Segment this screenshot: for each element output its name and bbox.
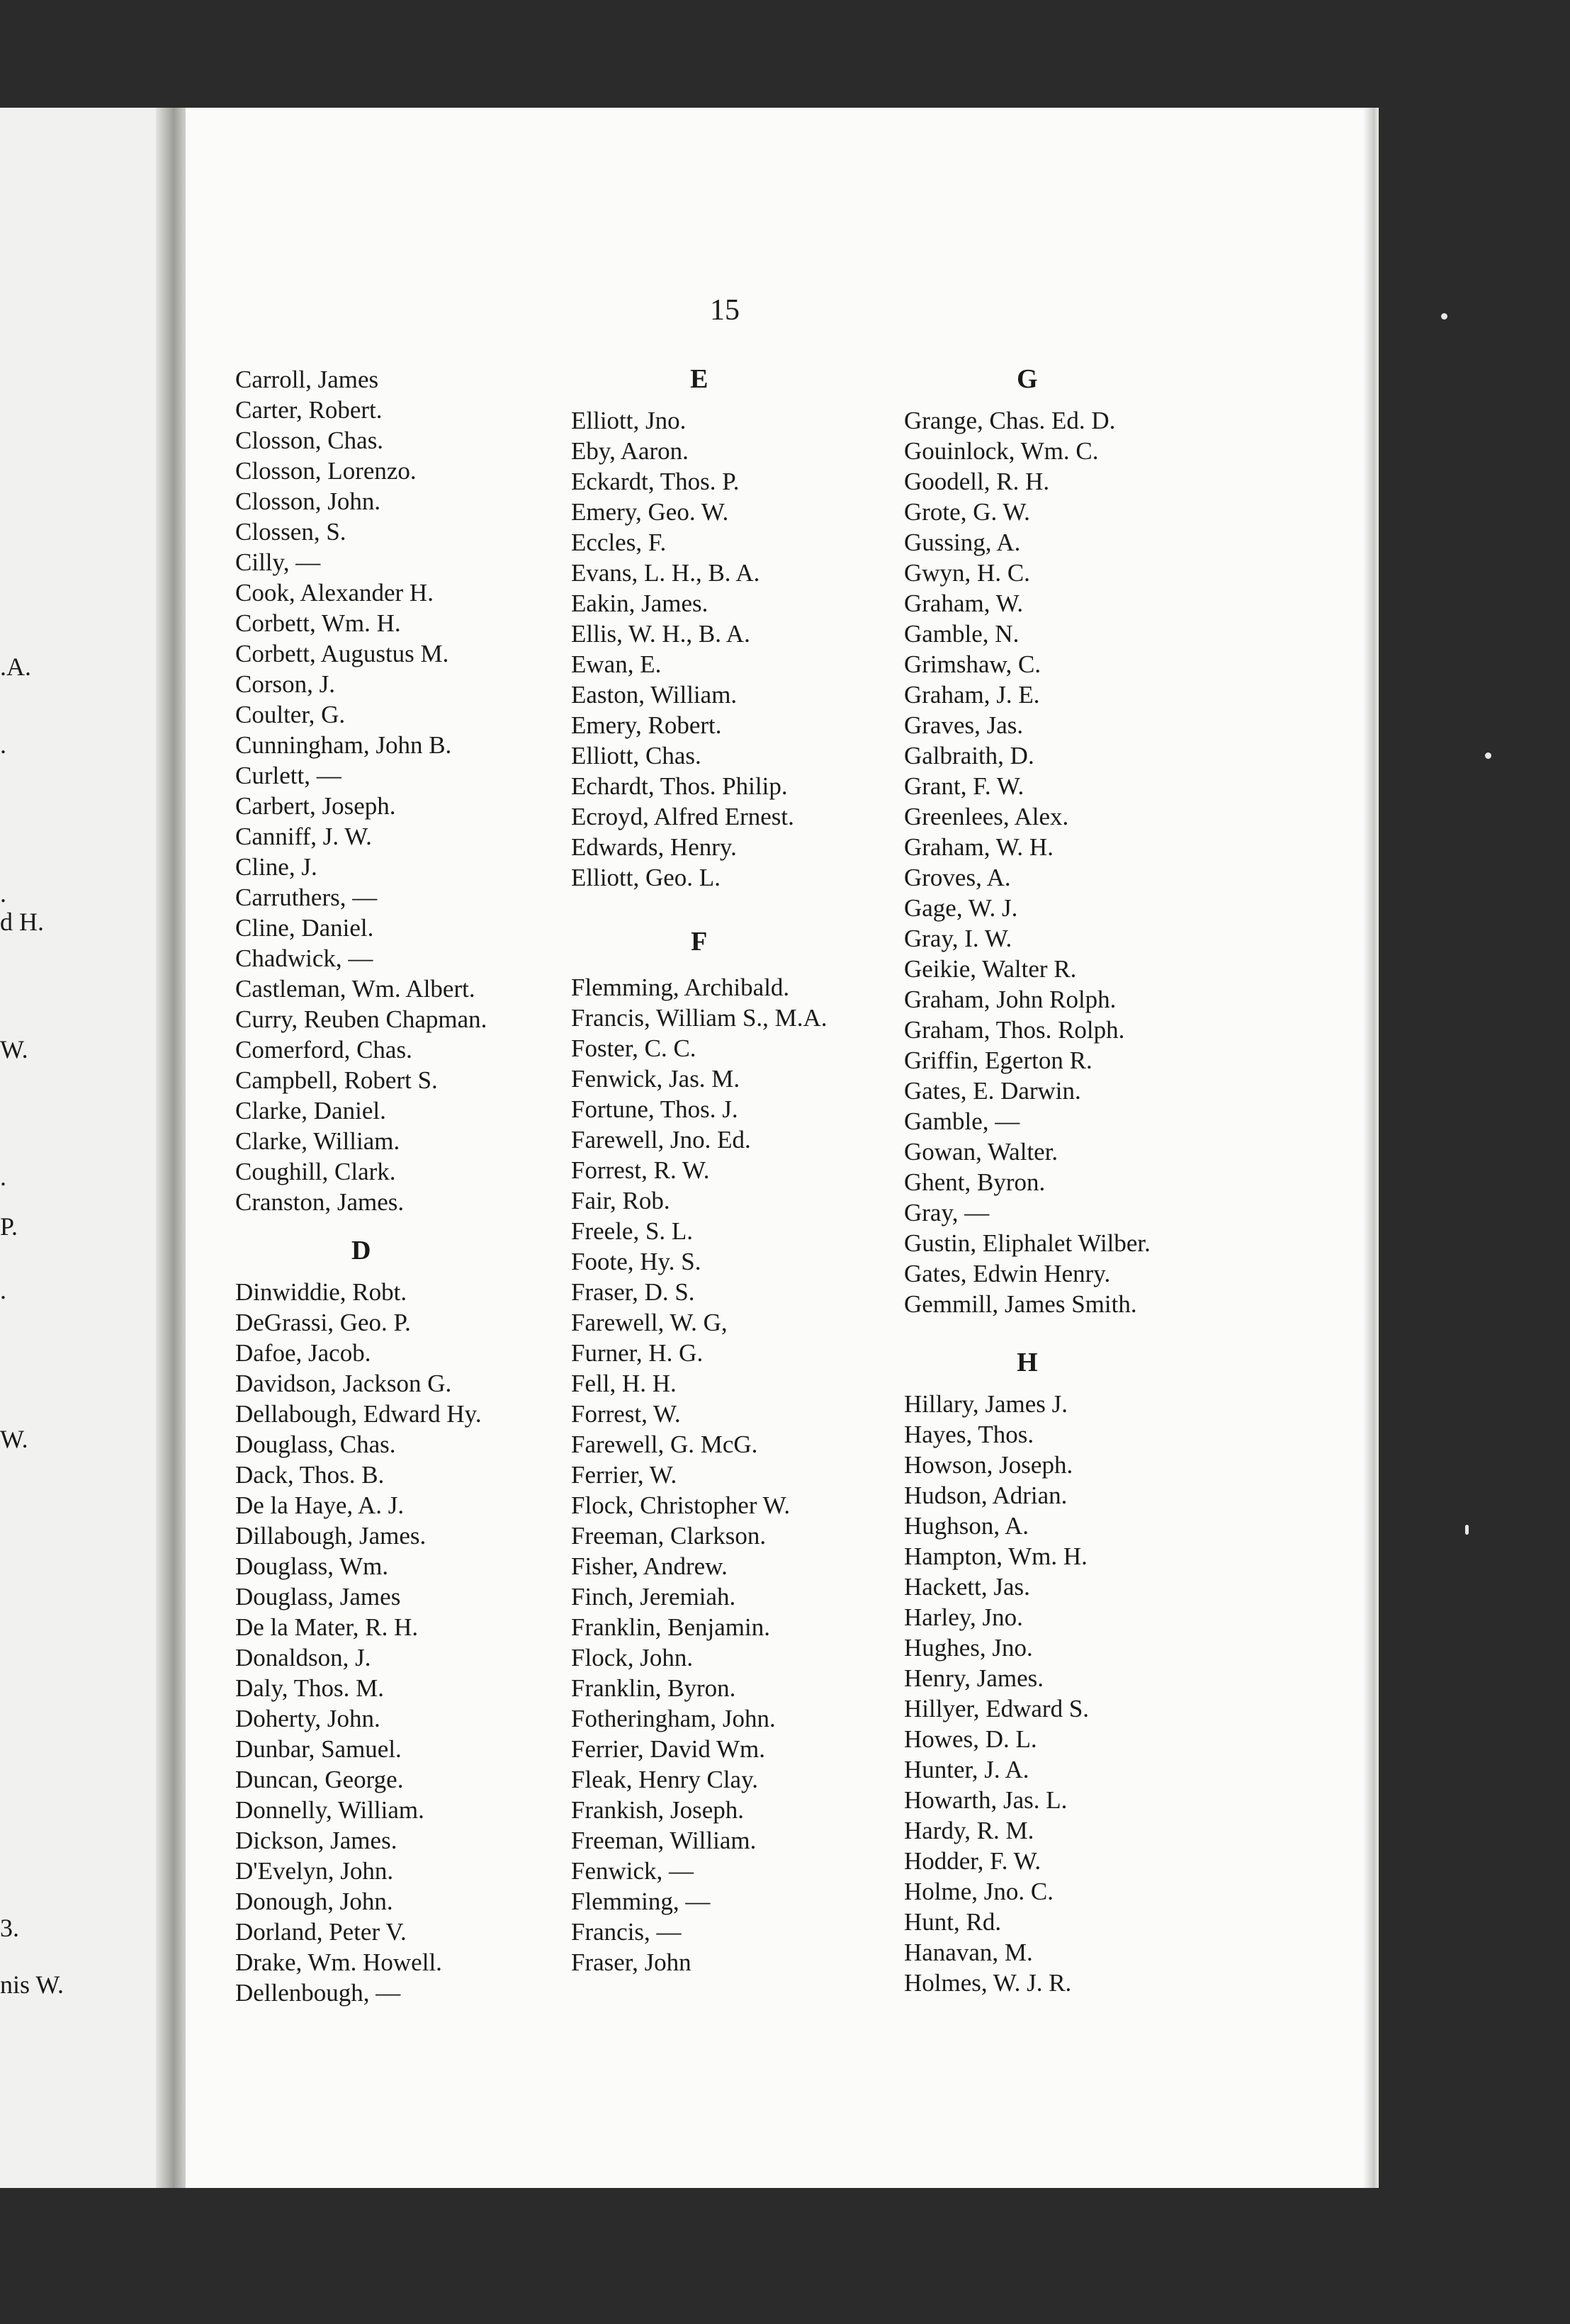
directory-entry: Gage, W. J. — [904, 894, 1018, 922]
directory-entry: Hanavan, M. — [904, 1939, 1033, 1966]
dust-speck — [1441, 313, 1447, 320]
directory-entry: Davidson, Jackson G. — [235, 1370, 452, 1397]
name-list — [235, 364, 487, 1217]
directory-entry: Fisher, Andrew. — [571, 1552, 728, 1580]
directory-entry: Ferrier, David Wm. — [571, 1735, 765, 1763]
directory-page — [186, 108, 1379, 2188]
directory-entry: Dafoe, Jacob. — [235, 1339, 371, 1367]
directory-entry: Dinwiddie, Robt. — [235, 1278, 407, 1306]
directory-entry: Echardt, Thos. Philip. — [571, 772, 788, 800]
directory-entry: Gowan, Walter. — [904, 1138, 1058, 1166]
directory-entry: Fenwick, Jas. M. — [571, 1065, 740, 1093]
directory-entry: Clarke, Daniel. — [235, 1097, 386, 1124]
directory-entry: Drake, Wm. Howell. — [235, 1948, 442, 1976]
directory-entry: Cline, J. — [235, 853, 317, 881]
directory-entry: Dillabough, James. — [235, 1522, 427, 1550]
directory-entry: Freele, S. L. — [571, 1217, 694, 1245]
name-list — [571, 405, 828, 893]
directory-entry: Geikie, Walter R. — [904, 955, 1077, 983]
directory-entry: Fair, Rob. — [571, 1187, 670, 1214]
directory-entry: Fenwick, — — [571, 1857, 694, 1885]
directory-entry: Groves, A. — [904, 864, 1011, 891]
directory-entry: Grote, G. W. — [904, 498, 1030, 526]
directory-entry: Duncan, George. — [235, 1766, 404, 1793]
directory-entry: De la Haye, A. J. — [235, 1491, 405, 1519]
directory-entry: Farewell, Jno. Ed. — [571, 1126, 751, 1153]
directory-entry: Finch, Jeremiah. — [571, 1583, 736, 1611]
directory-entry: Douglass, James — [235, 1583, 401, 1611]
directory-entry: Cook, Alexander H. — [235, 579, 434, 607]
directory-entry: Forrest, W. — [571, 1400, 681, 1428]
directory-entry: Eccles, F. — [571, 529, 667, 556]
directory-entry: Howes, D. L. — [904, 1725, 1037, 1753]
directory-entry: Donough, John. — [235, 1888, 393, 1915]
directory-entry: Cilly, — — [235, 548, 321, 576]
directory-entry: Forrest, R. W. — [571, 1156, 710, 1184]
directory-entry: Gates, E. Darwin. — [904, 1077, 1081, 1105]
directory-entry: Grant, F. W. — [904, 772, 1024, 800]
directory-entry: Hunter, J. A. — [904, 1756, 1029, 1783]
directory-entry: Grange, Chas. Ed. D. — [904, 407, 1116, 434]
directory-entry: Henry, James. — [904, 1664, 1044, 1692]
directory-entry: Flemming, Archibald. — [571, 974, 790, 1001]
directory-entry: Daly, Thos. M. — [235, 1674, 384, 1702]
directory-entry: Gussing, A. — [904, 529, 1021, 556]
facing-page-fragment: d H. — [0, 908, 44, 936]
facing-page-fragment: . — [0, 1163, 6, 1191]
directory-entry: Corbett, Wm. H. — [235, 609, 401, 637]
directory-entry: Hayes, Thos. — [904, 1421, 1034, 1448]
facing-page-fragment: .A. — [0, 653, 31, 681]
directory-entry: Hudson, Adrian. — [904, 1482, 1068, 1509]
directory-entry: Closson, Lorenzo. — [235, 457, 417, 485]
directory-entry: Freeman, William. — [571, 1827, 757, 1854]
directory-entry: Ewan, E. — [571, 650, 662, 678]
facing-page-fragment: P. — [0, 1212, 18, 1241]
directory-entry: Grimshaw, C. — [904, 650, 1041, 678]
directory-entry: Carroll, James — [235, 366, 379, 393]
directory-entry: Evans, L. H., B. A. — [571, 559, 760, 587]
dust-speck — [1465, 1525, 1469, 1535]
directory-entry: Ghent, Byron. — [904, 1168, 1046, 1196]
directory-entry: Graham, J. E. — [904, 681, 1040, 709]
directory-entry: Hampton, Wm. H. — [904, 1542, 1088, 1570]
facing-page-fragment: . — [0, 879, 6, 908]
page-number: 15 — [710, 294, 740, 327]
page-fold — [156, 108, 186, 2188]
directory-entry: Cline, Daniel. — [235, 914, 374, 942]
directory-entry: Carbert, Joseph. — [235, 792, 396, 820]
directory-entry: Doherty, John. — [235, 1705, 380, 1732]
facing-page-fragment: nis W. — [0, 1970, 64, 1999]
directory-entry: Francis, — — [571, 1918, 682, 1946]
directory-entry: Coughill, Clark. — [235, 1158, 396, 1185]
directory-entry: Dellenbough, — — [235, 1979, 401, 2007]
section-letter: H — [1017, 1348, 1038, 1377]
directory-entry: Clossen, S. — [235, 518, 346, 546]
directory-entry: DeGrassi, Geo. P. — [235, 1309, 411, 1336]
directory-entry: Comerford, Chas. — [235, 1036, 412, 1064]
directory-entry: Curry, Reuben Chapman. — [235, 1005, 487, 1033]
directory-entry: Edwards, Henry. — [571, 833, 737, 861]
directory-entry: Fotheringham, John. — [571, 1705, 776, 1732]
directory-entry: Hardy, R. M. — [904, 1817, 1034, 1844]
directory-entry: Gamble, N. — [904, 620, 1020, 648]
directory-entry: Gouinlock, Wm. C. — [904, 437, 1099, 465]
directory-entry: Gwyn, H. C. — [904, 559, 1030, 587]
directory-entry: Gemmill, James Smith. — [904, 1290, 1137, 1318]
directory-entry: Fortune, Thos. J. — [571, 1095, 738, 1123]
dust-speck — [1485, 752, 1491, 759]
directory-entry: Elliott, Geo. L. — [571, 864, 721, 891]
directory-entry: Ferrier, W. — [571, 1461, 677, 1489]
directory-entry: Flemming, — — [571, 1888, 711, 1915]
facing-page-fragment: 3. — [0, 1914, 19, 1942]
section-d — [235, 1236, 487, 2008]
section-letter: D — [351, 1236, 371, 1265]
directory-entry: Donaldson, J. — [235, 1644, 371, 1671]
directory-entry: Eakin, James. — [571, 590, 708, 617]
section-letter: F — [691, 927, 708, 957]
section-f — [571, 927, 828, 1978]
section-letter: E — [690, 364, 708, 394]
section-letter: G — [1017, 364, 1038, 394]
directory-entry: Cranston, James. — [235, 1188, 405, 1216]
directory-entry: Hunt, Rd. — [904, 1908, 1002, 1936]
directory-entry: Dunbar, Samuel. — [235, 1735, 402, 1763]
directory-entry: Corson, J. — [235, 670, 335, 698]
directory-entry: Dorland, Peter V. — [235, 1918, 407, 1946]
directory-entry: Furner, H. G. — [571, 1339, 704, 1367]
directory-entry: Foote, Hy. S. — [571, 1248, 701, 1275]
directory-entry: Freeman, Clarkson. — [571, 1522, 767, 1550]
section-c — [235, 364, 487, 1217]
directory-entry: Franklin, Benjamin. — [571, 1613, 770, 1641]
directory-entry: Howson, Joseph. — [904, 1451, 1073, 1479]
directory-entry: Holme, Jno. C. — [904, 1878, 1054, 1905]
directory-entry: Douglass, Wm. — [235, 1552, 389, 1580]
directory-entry: D'Evelyn, John. — [235, 1857, 394, 1885]
directory-entry: Howarth, Jas. L. — [904, 1786, 1068, 1814]
name-list — [904, 405, 1151, 1319]
directory-entry: De la Mater, R. H. — [235, 1613, 419, 1641]
directory-entry: Hughes, Jno. — [904, 1634, 1033, 1662]
directory-entry: Campbell, Robert S. — [235, 1066, 438, 1094]
directory-entry: Easton, William. — [571, 681, 738, 709]
directory-entry: Griffin, Egerton R. — [904, 1047, 1092, 1074]
directory-entry: Fraser, John — [571, 1948, 691, 1976]
directory-entry: Gray, — — [904, 1199, 990, 1226]
section-g — [904, 364, 1151, 1319]
directory-entry: Eckardt, Thos. P. — [571, 468, 740, 495]
facing-page-fragment: W. — [0, 1035, 28, 1064]
directory-entry: Farewell, G. McG. — [571, 1431, 758, 1458]
directory-entry: Fraser, D. S. — [571, 1278, 695, 1306]
directory-entry: Elliott, Chas. — [571, 742, 701, 769]
directory-entry: Harley, Jno. — [904, 1603, 1023, 1631]
directory-entry: Canniff, J. W. — [235, 823, 372, 850]
name-list — [235, 1277, 487, 2008]
directory-entry: Dellabough, Edward Hy. — [235, 1400, 482, 1428]
directory-entry: Graham, John Rolph. — [904, 986, 1117, 1013]
facing-page-fragment: . — [0, 1276, 6, 1304]
directory-entry: Corbett, Augustus M. — [235, 640, 449, 667]
directory-entry: Ellis, W. H., B. A. — [571, 620, 750, 648]
directory-entry: Gray, I. W. — [904, 925, 1012, 952]
directory-entry: Dickson, James. — [235, 1827, 397, 1854]
directory-entry: Francis, William S., M.A. — [571, 1004, 828, 1032]
directory-entry: Emery, Robert. — [571, 711, 722, 739]
directory-entry: Gates, Edwin Henry. — [904, 1260, 1111, 1287]
directory-entry: Curlett, — — [235, 762, 341, 789]
column-e-f — [571, 364, 828, 1978]
directory-entry: Carruthers, — — [235, 884, 378, 911]
directory-entry: Flock, Christopher W. — [571, 1491, 791, 1519]
directory-entry: Fell, H. H. — [571, 1370, 677, 1397]
directory-entry: Foster, C. C. — [571, 1034, 696, 1062]
directory-entry: Gamble, — — [904, 1107, 1020, 1135]
directory-entry: Holmes, W. J. R. — [904, 1969, 1072, 1997]
page-edge — [1363, 108, 1379, 2188]
directory-entry: Graham, W. — [904, 590, 1024, 617]
directory-entry: Cunningham, John B. — [235, 731, 452, 759]
column-g-h — [904, 364, 1151, 1998]
directory-entry: Emery, Geo. W. — [571, 498, 729, 526]
directory-entry: Hodder, F. W. — [904, 1847, 1041, 1875]
section-e — [571, 364, 828, 893]
directory-entry: Chadwick, — — [235, 944, 373, 972]
directory-entry: Frankish, Joseph. — [571, 1796, 745, 1824]
directory-entry: Ecroyd, Alfred Ernest. — [571, 803, 794, 830]
directory-entry: Donnelly, William. — [235, 1796, 424, 1824]
directory-entry: Dack, Thos. B. — [235, 1461, 385, 1489]
directory-entry: Hillary, James J. — [904, 1390, 1068, 1418]
facing-page-fragment: . — [0, 731, 6, 759]
name-list — [571, 972, 828, 1978]
facing-page — [0, 108, 186, 2188]
directory-entry: Hillyer, Edward S. — [904, 1695, 1090, 1722]
directory-entry: Graham, Thos. Rolph. — [904, 1016, 1125, 1044]
section-h — [904, 1348, 1151, 1998]
directory-entry: Hughson, A. — [904, 1512, 1029, 1540]
directory-entry: Greenlees, Alex. — [904, 803, 1069, 830]
directory-entry: Elliott, Jno. — [571, 407, 687, 434]
directory-entry: Flock, John. — [571, 1644, 694, 1671]
directory-entry: Franklin, Byron. — [571, 1674, 736, 1702]
directory-entry: Fleak, Henry Clay. — [571, 1766, 759, 1793]
directory-entry: Castleman, Wm. Albert. — [235, 975, 475, 1003]
directory-entry: Closson, John. — [235, 487, 381, 515]
directory-entry: Graham, W. H. — [904, 833, 1054, 861]
directory-entry: Carter, Robert. — [235, 396, 383, 424]
facing-page-fragment: W. — [0, 1425, 28, 1453]
directory-entry: Hackett, Jas. — [904, 1573, 1030, 1601]
directory-entry: Clarke, William. — [235, 1127, 400, 1155]
directory-entry: Farewell, W. G, — [571, 1309, 728, 1336]
directory-entry: Closson, Chas. — [235, 427, 384, 454]
name-list — [904, 1389, 1151, 1998]
directory-entry: Coulter, G. — [235, 701, 346, 728]
directory-entry: Graves, Jas. — [904, 711, 1024, 739]
directory-entry: Douglass, Chas. — [235, 1431, 396, 1458]
directory-entry: Eby, Aaron. — [571, 437, 689, 465]
column-c-d — [235, 364, 487, 2008]
directory-entry: Gustin, Eliphalet Wilber. — [904, 1229, 1151, 1257]
directory-entry: Galbraith, D. — [904, 742, 1034, 769]
directory-entry: Goodell, R. H. — [904, 468, 1050, 495]
